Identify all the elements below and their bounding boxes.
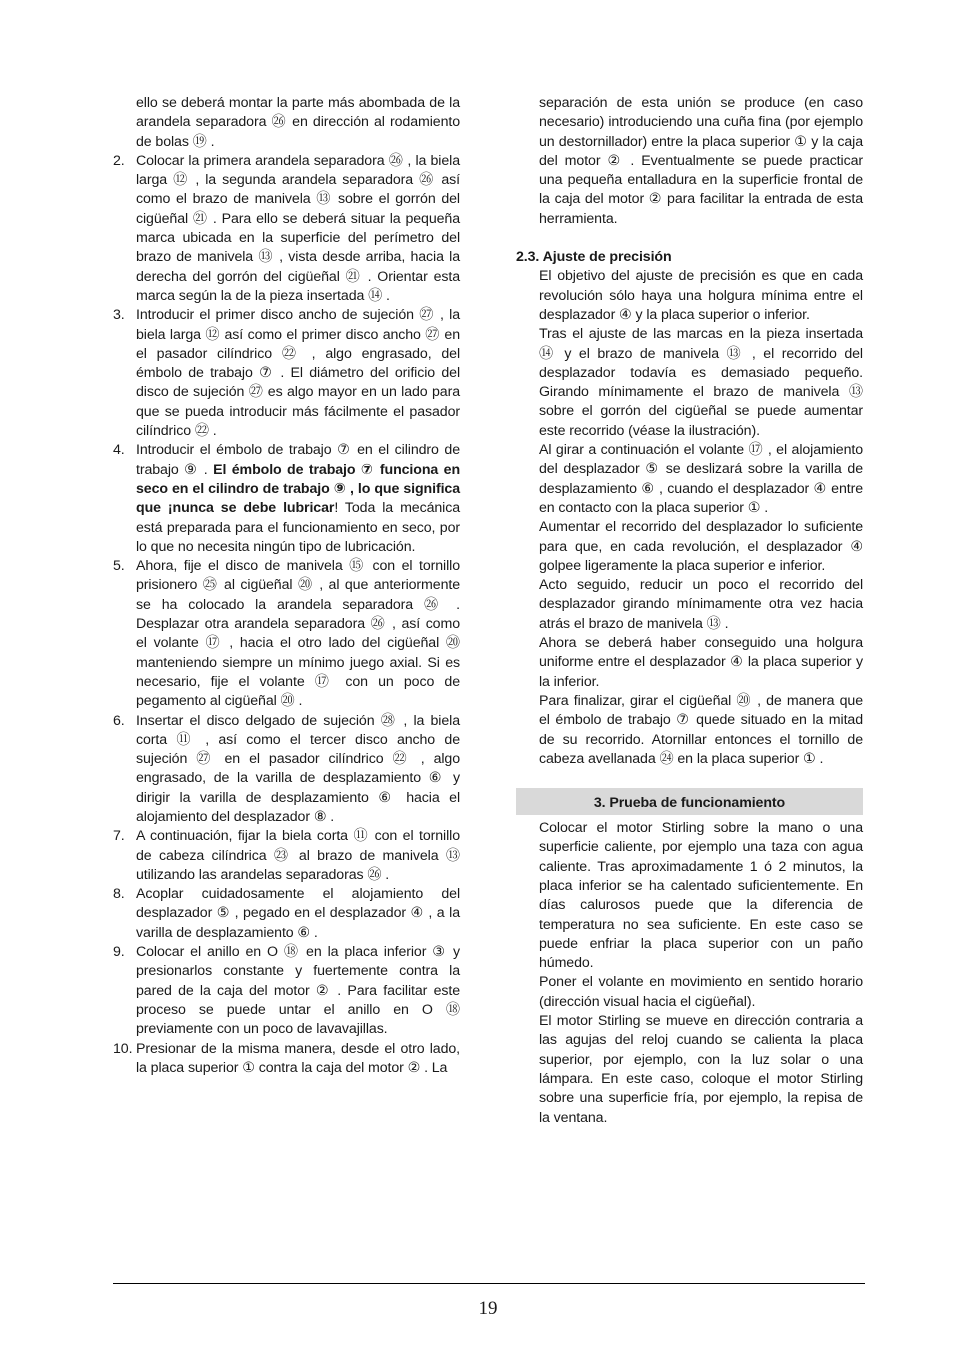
list-item-number: 8.: [113, 886, 125, 903]
paragraph: Para finalizar, girar el cigüeñal ⑳ , de manera que el émbolo de trabajo ⑦ quede situado en la mitad de su recorrido. Atornillar entonces el tornillo de cabeza avellanada ㉔ en la placa superior ① .: [539, 692, 863, 767]
list-item-number: 3.: [113, 307, 125, 324]
list-item-text-pre: Introducir el émbolo de trabajo ⑦ en el cilindro de trabajo ⑨ .: [136, 442, 460, 478]
list-item: [113, 441, 460, 557]
list-item-text: Introducir el primer disco ancho de sujeción ㉗ , la biela larga ⑫ así como el primer disco ancho ㉗ en el pasador cilíndrico ㉒ , algo engrasado, del émbolo de trabajo ⑦ . El diámetro del orificio del disco de sujeción ㉗ es algo mayor en un lado para que se pueda introducir más fácilmente el pasador cilíndrico ㉒ .: [136, 307, 460, 440]
list-item: [113, 712, 460, 828]
list-item-number: 5.: [113, 558, 125, 575]
list-item-text: Colocar la primera arandela separadora ㉖ , la biela larga ⑫ , la segunda arandela separadora ㉖ así como el brazo de manivela ⑬ sobre el gorrón del cigüeñal ㉑ . Para ello se deberá situar la pequeña marca ubicada en la superficie del perímetro del brazo de manivela ⑬ , vista desde arriba, hacia la derecha del gorrón del cigüeñal ㉑ . Orientar esta marca según la de la pieza insertada ⑭ .: [136, 152, 460, 304]
paragraph: Aumentar el recorrido del desplazador lo suficiente para que, en cada revolución, el desplazador ④ golpee ligeramente la placa superior e inferior.: [539, 519, 863, 574]
spacer: [516, 229, 863, 248]
paragraph: El motor Stirling se mueve en dirección contraria a las agujas del reloj cuando se calienta la placa superior, por ejemplo, con la luz solar o una lámpara. En este caso, coloque el motor Stirling sobre una superficie fría, por ejemplo, la repisa de la ventana.: [539, 1013, 863, 1126]
list-item: [113, 827, 460, 885]
left-column: [113, 94, 460, 1078]
list-item: [113, 152, 460, 306]
list-item-number: 6.: [113, 712, 125, 729]
list-item-text: Acoplar cuidadosamente el alojamiento del desplazador ⑤ , pegado en el desplazador ④ , a la varilla de desplazamiento ⑥ .: [136, 886, 460, 941]
continued-paragraph: separación de esta unión se produce (en caso necesario) introduciendo una cuña fina (por ejemplo un destornillador) entre la placa superior ① y la caja del motor ② . Eventualmente se puede practicar una pequeña entalladura en la superficie frontal de la caja del motor ② para facilitar la entrada de esta herramienta.: [539, 95, 863, 227]
list-item: [113, 1040, 460, 1079]
list-item: [113, 557, 460, 711]
list-item-text-post: ! Toda la mecánica está preparada para el funcionamiento en seco, por lo que no necesita ningún tipo de lubricación.: [136, 500, 460, 555]
list-item-number: 9.: [113, 944, 125, 961]
paragraph: Acto seguido, reducir un poco el recorrido del desplazador girando mínimamente otra vez hacia atrás el brazo de manivela ⑬ .: [539, 577, 863, 632]
list-item-text: Colocar el anillo en O ⑱ en la placa inferior ③ y presionarlos constante y fuertemente contra la pared de la caja del motor ② . Para facilitar este proceso se puede untar el anillo en O ⑱ previamente con un poco de lavavajillas.: [136, 944, 460, 1038]
list-item-text: Ahora, fije el disco de manivela ⑮ con el tornillo prisionero ㉕ al cigüeñal ⑳ , al que anteriormente se ha colocado la arandela separadora ㉖ . Desplazar otra arandela separadora ㉖ , así como el volante ⑰ , hacia el otro lado del cigüeñal ⑳ manteniendo siempre un mínimo juego axial. Si es necesario, fije el volante ⑰ con un poco de pegamento al cigüeñal ⑳ .: [136, 558, 460, 710]
page-number: 19: [478, 1298, 498, 1319]
list-item-number: 10.: [113, 1040, 133, 1057]
list-item-text: Insertar el disco delgado de sujeción ㉘ , la biela corta ⑪ , así como el tercer disco ancho de sujeción ㉗ en el pasador cilíndrico ㉒ , algo engrasado, de la varilla de desplazamiento ⑥ y dirigir la varilla de desplazamiento ⑥ hacia el alojamiento del desplazador ⑧ .: [136, 712, 460, 825]
list-item: [113, 885, 460, 943]
section-heading: 2.3. Ajuste de precisión: [516, 249, 672, 266]
list-item-number: 4.: [113, 442, 125, 459]
paragraph: Colocar el motor Stirling sobre la mano o una superficie caliente, por ejemplo una taza con agua caliente. Tras aproximadamente 1 ó 2 minutos, la placa inferior se ha calentado suficientemente. En días calurosos puede que la diferencia de temperatura no sea suficiente. En este caso se puede enfriar la placa superior con un paño húmedo.: [539, 820, 863, 972]
list-item-number: 7.: [113, 828, 125, 845]
list-item: [113, 306, 460, 441]
paragraph: Al girar a continuación el volante ⑰ , el alojamiento del desplazador ⑤ se deslizará sobre la varilla de desplazamiento ⑥ , cuando el desplazador ④ entre en contacto con la placa superior ① .: [539, 442, 863, 516]
paragraph: Poner el volante en movimiento en sentido horario (dirección visual hacia el cigüeñal).: [539, 974, 863, 1010]
footer-rule: [113, 1283, 865, 1284]
continued-paragraph: ello se deberá montar la parte más abombada de la arandela separadora ㉖ en dirección al rodamiento de bolas ⑲ .: [136, 95, 460, 150]
paragraph: Tras el ajuste de las marcas en la pieza insertada ⑭ y el brazo de manivela ⑬ , el recorrido del desplazador todavía es demasiado pequeño. Girando mínimamente el brazo de manivela ⑬ sobre el gorrón del cigüeñal se puede aumentar este recorrido (véase la ilustración).: [539, 326, 863, 439]
paragraph: Ahora se deberá haber conseguido una holgura uniforme entre el desplazador ④ la placa superior y la inferior.: [539, 635, 863, 690]
list-item-number: 2.: [113, 152, 125, 169]
list-item: [113, 943, 460, 1039]
list-item-text: Presionar de la misma manera, desde el otro lado, la placa superior ① contra la caja del motor ② . La: [136, 1040, 460, 1076]
section-title-band: 3. Prueba de funcionamiento: [516, 788, 863, 815]
paragraph: El objetivo del ajuste de precisión es que en cada revolución sólo haya una holgura mínima entre el desplazador ④ y la placa superior o inferior.: [539, 268, 863, 323]
list-item-text: A continuación, fijar la biela corta ⑪ con el tornillo de cabeza cilíndrica ㉓ al brazo de manivela ⑬ utilizando las arandelas separadoras ㉖ .: [136, 828, 460, 883]
right-column: [516, 94, 863, 1128]
list-item-warning: El émbolo de trabajo ⑦ funciona en seco en el cilindro de trabajo ⑨ , lo que significa que ¡nunca se debe lubricar: [136, 461, 461, 517]
spacer: [516, 769, 863, 788]
